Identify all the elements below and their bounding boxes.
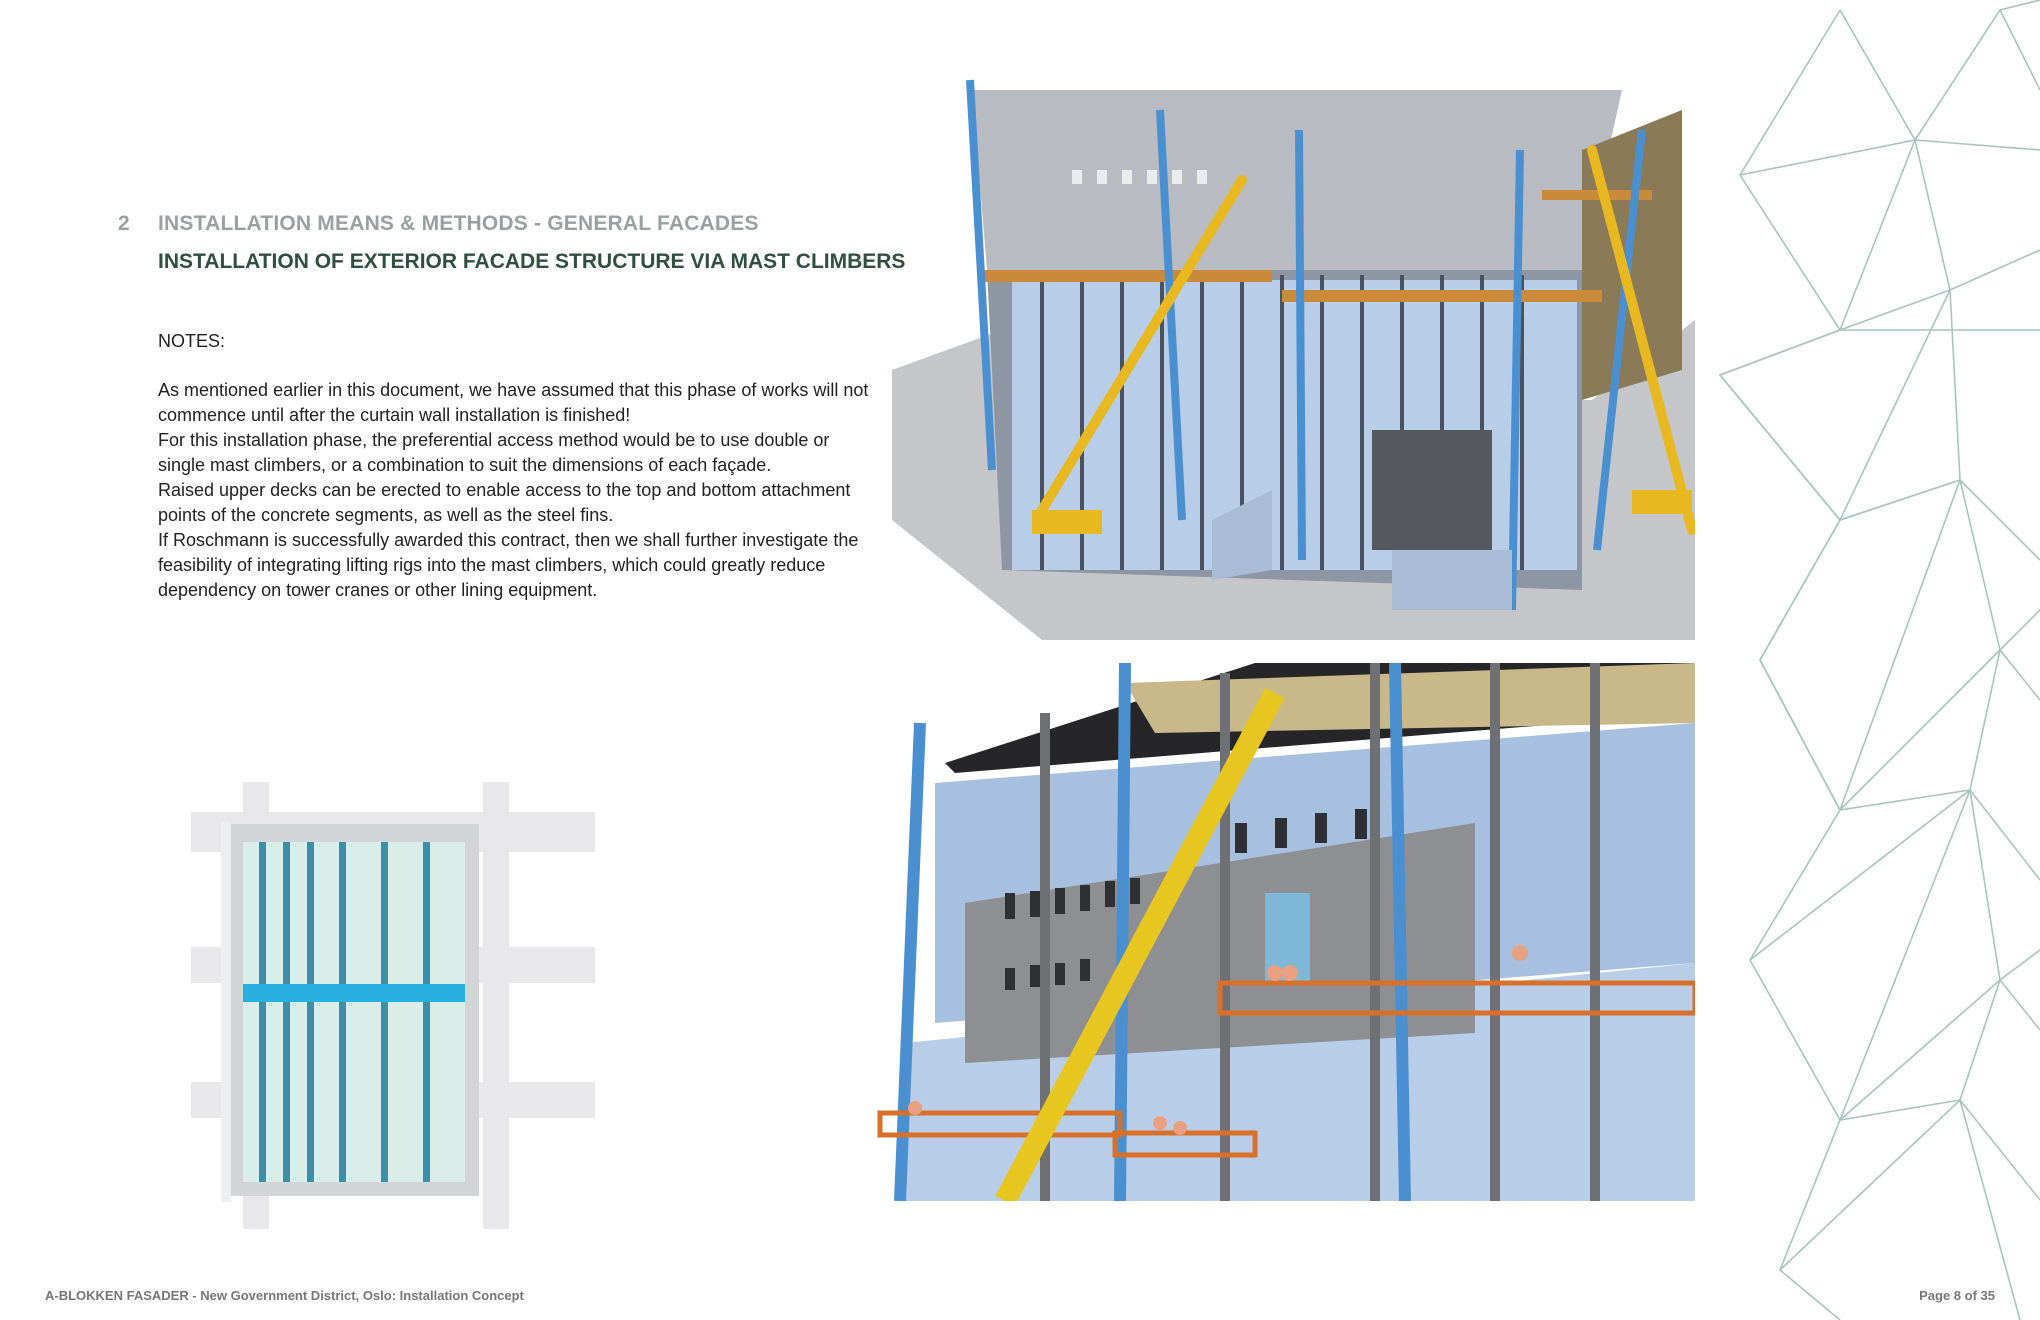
mast-climber-platform-render (875, 663, 1695, 1201)
facade-panel-detail-render (191, 782, 595, 1229)
section-title: INSTALLATION MEANS & METHODS - GENERAL FACADES (158, 212, 759, 235)
notes-heading: NOTES: (158, 331, 226, 351)
page-subtitle: INSTALLATION OF EXTERIOR FACADE STRUCTURE VIA MAST CLIMBERS (158, 250, 906, 273)
notes-paragraph: Raised upper decks can be erected to enable access to the top and bottom attachment points of the concrete segments, as well as the steel fins. (158, 480, 851, 525)
notes-paragraph: For this installation phase, the preferential access method would be to use double or single mast climbers, or a combination to suit the dimensions of each façade. (158, 430, 830, 475)
triangle-pattern-decoration (1700, 0, 2040, 1320)
notes-paragraph: If Roschmann is successfully awarded this contract, then we shall further investigate the feasibility of integrating lifting rigs into the mast climbers, which could greatly reduce dependency on tower cranes or other lining equipment. (158, 530, 859, 600)
section-number: 2 (118, 212, 130, 235)
footer-document-title: A-BLOKKEN FASADER - New Government District, Oslo: Installation Concept (45, 1288, 524, 1303)
notes-body (158, 378, 878, 603)
footer-page-number: Page 8 of 35 (1919, 1288, 1995, 1303)
building-mast-climber-render (892, 70, 1695, 640)
notes-paragraph: As mentioned earlier in this document, we have assumed that this phase of works will not commence until after the curtain wall installation is finished! (158, 380, 869, 425)
